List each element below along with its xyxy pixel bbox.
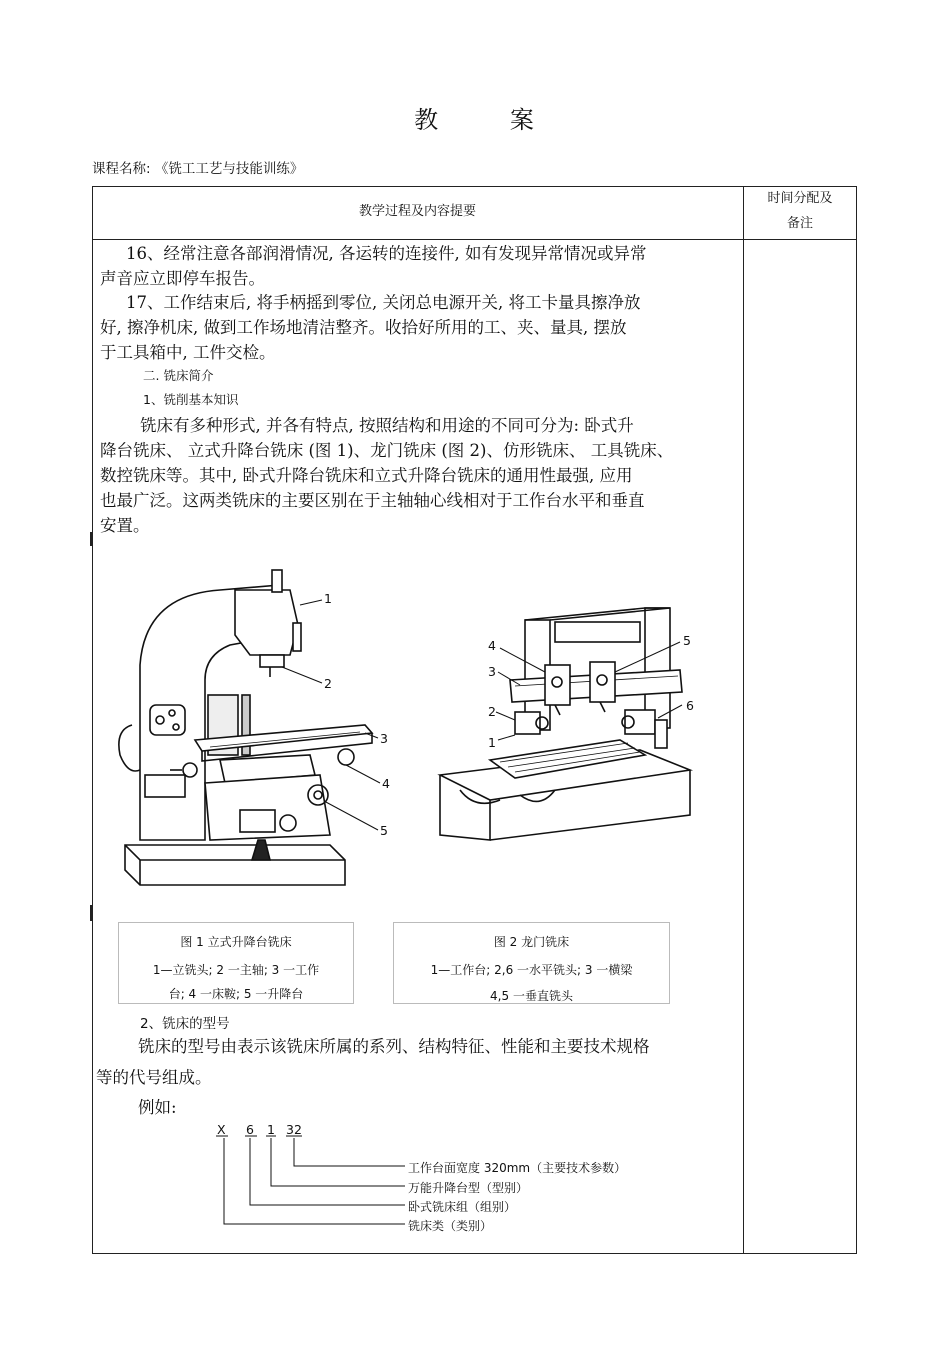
fig1-callout-1: 1 xyxy=(324,591,332,606)
model-code-1: 1 xyxy=(267,1122,275,1137)
model-label-class: 铣床类（类别） xyxy=(408,1219,493,1233)
fig2-callout-4: 4 xyxy=(488,638,496,653)
intro-line2: 降台铣床、 立式升降台铣床 (图 1)、龙门铣床 (图 2)、仿形铣床、 工具铣床、 xyxy=(100,441,674,460)
figure-1-caption xyxy=(118,922,354,1004)
model-code-32: 32 xyxy=(286,1122,302,1137)
table-header-side-line2: 备注 xyxy=(786,216,813,231)
course-name: 课程名称: 《铣工工艺与技能训练》 xyxy=(92,161,304,177)
paragraph-17-line2: 好, 擦净机床, 做到工作场地清洁整齐。收拾好所用的工、夹、量具, 摆放 xyxy=(100,318,627,337)
subheading-machine-model: 2、铣床的型号 xyxy=(140,1016,230,1032)
table-header-side xyxy=(743,186,857,236)
section-heading-milling-intro: 二. 铣床简介 xyxy=(143,368,214,383)
fig1-caption-title: 图 1 立式升降台铣床 xyxy=(180,935,292,949)
fig2-callout-2: 2 xyxy=(488,704,496,719)
margin-mark xyxy=(90,532,92,546)
paragraph-17-line3: 于工具箱中, 工件交检。 xyxy=(100,343,276,362)
fig1-callout-2: 2 xyxy=(324,676,332,691)
table-header-side-line1: 时间分配及 xyxy=(767,191,833,206)
paragraph-17-line1: 17、工作结束后, 将手柄摇到零位, 关闭总电源开关, 将工卡量具擦净放 xyxy=(126,293,641,312)
fig1-callout-5: 5 xyxy=(380,823,388,838)
fig2-caption-title: 图 2 龙门铣床 xyxy=(493,935,570,949)
figure-2-planer-mill xyxy=(430,600,710,845)
model-label-width: 工作台面宽度 320mm（主要技术参数） xyxy=(408,1161,627,1175)
intro-line5: 安置。 xyxy=(100,516,150,535)
fig1-callout-3: 3 xyxy=(380,731,388,746)
intro-line1: 铣床有多种形式, 并各有特点, 按照结构和用途的不同可分为: 卧式升 xyxy=(140,416,634,435)
fig2-callout-6: 6 xyxy=(686,698,694,713)
page-title xyxy=(0,100,950,135)
model-label-type: 万能升降台型（型别） xyxy=(408,1181,529,1195)
title-char-2: 案 xyxy=(509,106,536,134)
fig2-callout-5: 5 xyxy=(683,633,691,648)
example-label: 例如: xyxy=(138,1098,177,1117)
fig1-caption-line2: 台; 4 一床鞍; 5 一升降台 xyxy=(168,987,304,1001)
model-line2: 等的代号组成。 xyxy=(96,1068,212,1087)
intro-line4: 也最广泛。这两类铣床的主要区别在于主轴轴心线相对于工作台水平和垂直 xyxy=(100,491,645,510)
figure-1-vertical-knee-mill xyxy=(110,555,410,915)
margin-mark xyxy=(90,905,92,921)
fig2-caption-line1: 1—工作台; 2,6 一水平铣头; 3 一横梁 xyxy=(430,963,633,977)
paragraph-16-line1: 16、经常注意各部润滑情况, 各运转的连接件, 如有发现异常情况或异常 xyxy=(126,244,647,263)
model-code-diagram xyxy=(200,1118,650,1238)
fig1-caption-line1: 1—立铣头; 2 一主轴; 3 一工作 xyxy=(152,963,320,977)
model-line1: 铣床的型号由表示该铣床所属的系列、结构特征、性能和主要技术规格 xyxy=(138,1037,650,1056)
table-header-main: 教学过程及内容提要 xyxy=(358,204,476,219)
title-char-1: 教 xyxy=(414,106,441,134)
table-column-divider xyxy=(743,186,744,1254)
fig1-callout-4: 4 xyxy=(382,776,390,791)
model-code-x: X xyxy=(217,1122,226,1137)
figure-2-caption xyxy=(393,922,670,1004)
intro-line3: 数控铣床等。其中, 卧式升降台铣床和立式升降台铣床的通用性最强, 应用 xyxy=(100,466,633,485)
fig2-callout-1: 1 xyxy=(488,735,496,750)
paragraph-16-line2: 声音应立即停车报告。 xyxy=(100,269,265,288)
fig2-callout-3: 3 xyxy=(488,664,496,679)
fig2-caption-line2: 4,5 一垂直铣头 xyxy=(490,989,573,1003)
model-label-group: 卧式铣床组（组别） xyxy=(408,1200,517,1214)
model-code-6: 6 xyxy=(246,1122,254,1137)
subheading-milling-basics: 1、铣削基本知识 xyxy=(143,392,239,407)
